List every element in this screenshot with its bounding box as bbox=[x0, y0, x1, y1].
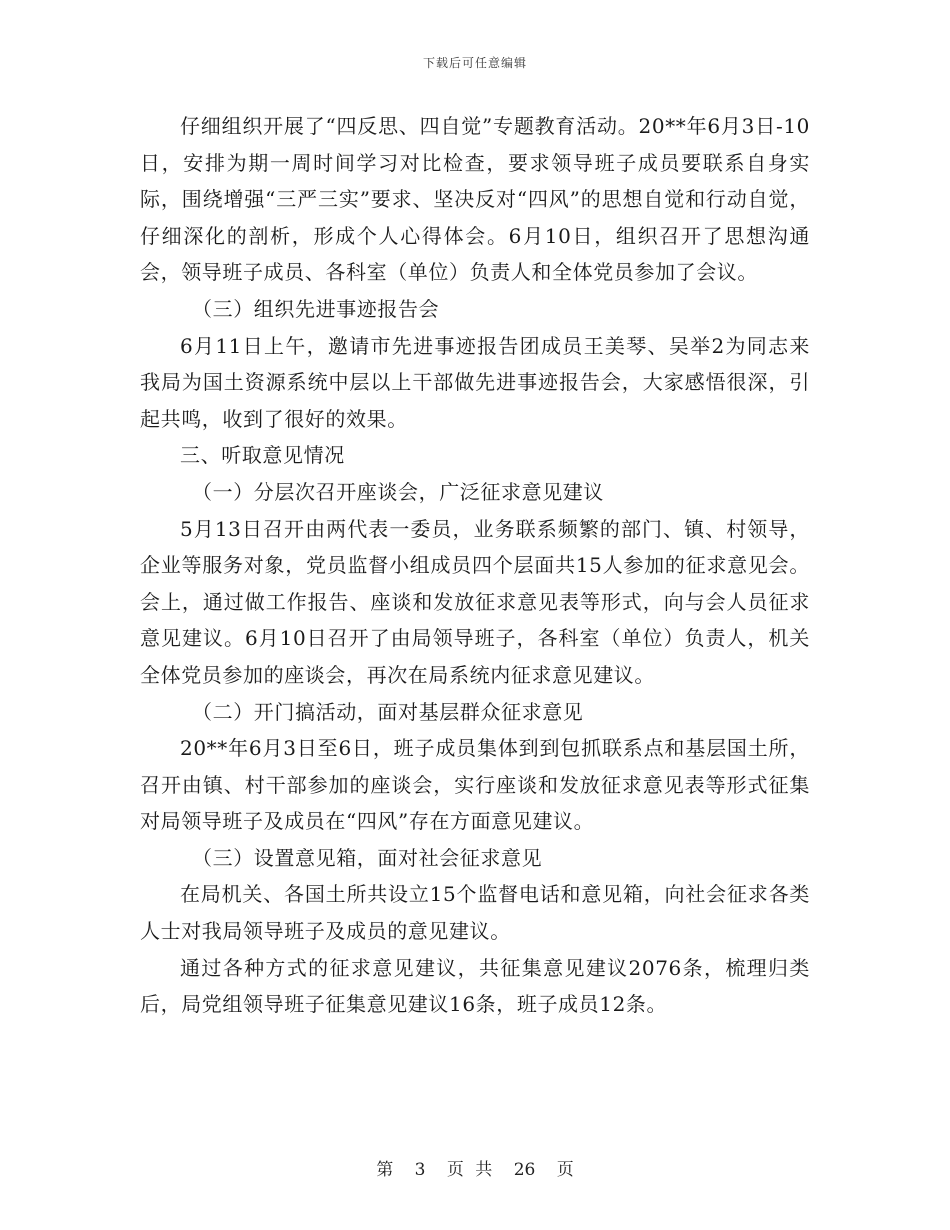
footer-prefix: 第 bbox=[376, 1160, 394, 1180]
section-heading-opinions: 三、听取意见情况 bbox=[180, 443, 345, 468]
subheading-grassroots: （二）开门搞活动，面对基层群众征求意见 bbox=[192, 699, 584, 724]
paragraph-summary: 通过各种方式的征求意见建议，共征集意见建议2076条，梳理归类后，局党组领导班子征集意见建议16条，班子成员12条。 bbox=[140, 955, 810, 1017]
paragraph-report-meeting: 6月11日上午，邀请市先进事迹报告团成员王美琴、吴举2为同志来我局为国土资源系统中层以上干部做先进事迹报告会，大家感悟很深，引起共鸣，收到了很好的效果。 bbox=[140, 333, 810, 431]
page-footer bbox=[0, 1155, 950, 1180]
document-body bbox=[140, 108, 810, 1023]
paragraph-symposium: 5月13日召开由两代表一委员，业务联系频繁的部门、镇、村领导，企业等服务对象，党员监督小组成员四个层面共15人参加的征求意见会。会上，通过做工作报告、座谈和发放征求意见表等形式，向与会人员征求意见建议。6月10日召开了由局领导班子，各科室（单位）负责人，机关全体党员参加的座谈会，再次在局系统内征求意见建议。 bbox=[140, 516, 810, 687]
footer-current-page: 3 bbox=[414, 1160, 426, 1180]
paragraph-activity-intro: 仔细组织开展了“四反思、四自觉”专题教育活动。20**年6月3日-10日，安排为期一周时间学习对比检查，要求领导班子成员要联系自身实际，围绕增强“三严三实”要求、坚决反对“四风”的思想自觉和行动自觉，仔细深化的剖析，形成个人心得体会。6月10日，组织召开了思想沟通会，领导班子成员、各科室（单位）负责人和全体党员参加了会议。 bbox=[140, 114, 810, 285]
subheading-symposium: （一）分层次召开座谈会，广泛征求意见建议 bbox=[192, 479, 604, 504]
paragraph-grassroots: 20**年6月3日至6日，班子成员集体到到包抓联系点和基层国土所，召开由镇、村干部参加的座谈会，实行座谈和发放征求意见表等形式征集对局领导班子及成员在“四风”存在方面意见建议。 bbox=[140, 736, 810, 834]
subheading-report-meeting: （三）组织先进事迹报告会 bbox=[192, 296, 440, 321]
page-header: 下载后可任意编辑 bbox=[422, 56, 527, 70]
subheading-suggestion-box: （三）设置意见箱，面对社会征求意见 bbox=[192, 845, 543, 870]
footer-middle: 页 共 bbox=[446, 1160, 493, 1180]
paragraph-suggestion-box: 在局机关、各国土所共设立15个监督电话和意见箱，向社会征求各类人士对我局领导班子及成员的意见建议。 bbox=[140, 882, 810, 944]
footer-total-pages: 26 bbox=[513, 1160, 536, 1180]
footer-suffix: 页 bbox=[556, 1160, 574, 1180]
